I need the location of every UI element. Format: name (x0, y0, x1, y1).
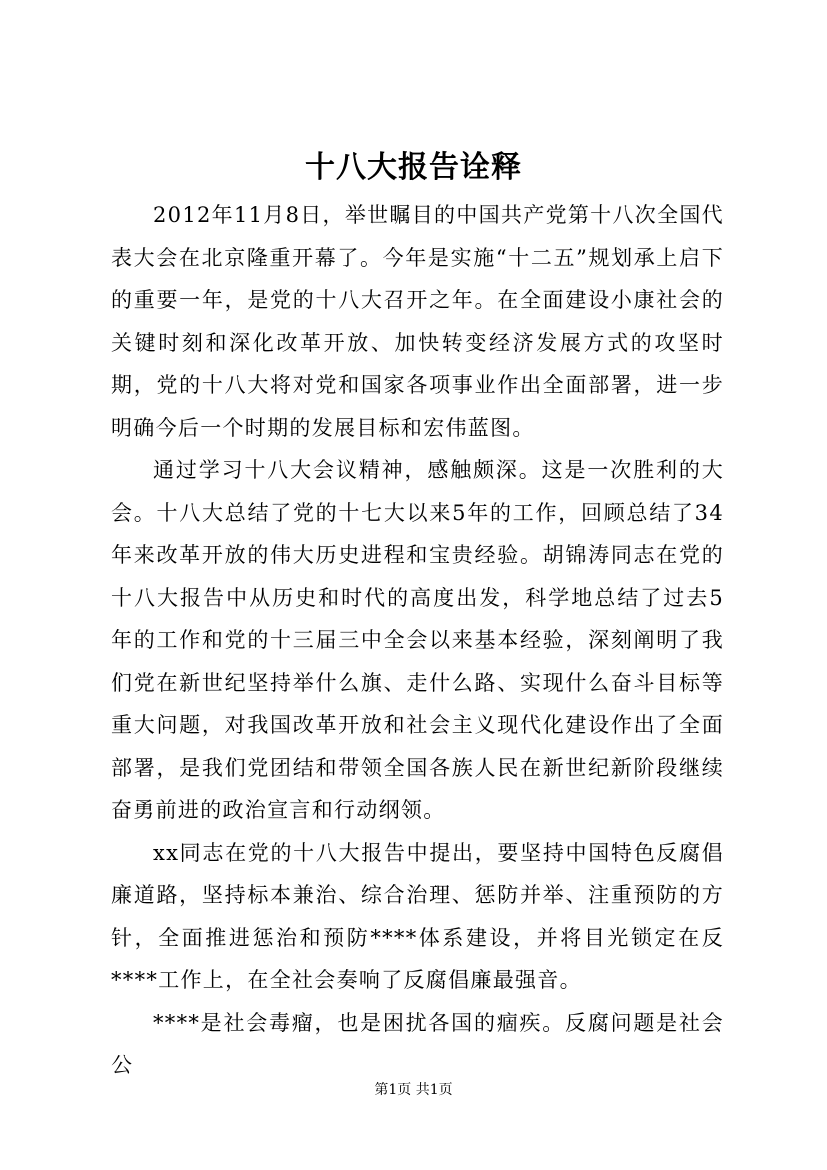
paragraph-3: xx同志在党的十八大报告中提出，要坚持中国特色反腐倡廉道路，坚持标本兼治、综合治理、惩防并举、注重预防的方针，全面推进惩治和预防****体系建设，并将目光锁定在反****工作上，在全社会奏响了反腐倡廉最强音。 (111, 840, 724, 992)
document-body (111, 194, 724, 1087)
page-number-footer: 第1页 共1页 (374, 1082, 453, 1098)
paragraph-4: ****是社会毒瘤，也是困扰各国的痼疾。反腐问题是社会公 (111, 1010, 724, 1077)
paragraph-2: 通过学习十八大会议精神，感触颇深。这是一次胜利的大会。十八大总结了党的十七大以来5年的工作，回顾总结了34年来改革开放的伟大历史进程和宝贵经验。胡锦涛同志在党的十八大报告中从历史和时代的高度出发，科学地总结了过去5年的工作和党的十三届三中全会以来基本经验，深刻阐明了我们党在新世纪坚持举什么旗、走什么路、实现什么奋斗目标等重大问题，对我国改革开放和社会主义现代化建设作出了全面部署，是我们党团结和带领全国各族人民在新世纪新阶段继续奋勇前进的政治宣言和行动纲领。 (111, 458, 724, 822)
paragraph-1: 2012年11月8日，举世瞩目的中国共产党第十八次全国代表大会在北京隆重开幕了。今年是实施“十二五”规划承上启下的重要一年，是党的十八大召开之年。在全面建设小康社会的关键时刻和深化改革开放、加快转变经济发展方式的攻坚时期，党的十八大将对党和国家各项事业作出全面部署，进一步明确今后一个时期的发展目标和宏伟蓝图。 (111, 203, 724, 440)
document-title: 十八大报告诠释 (305, 150, 522, 185)
